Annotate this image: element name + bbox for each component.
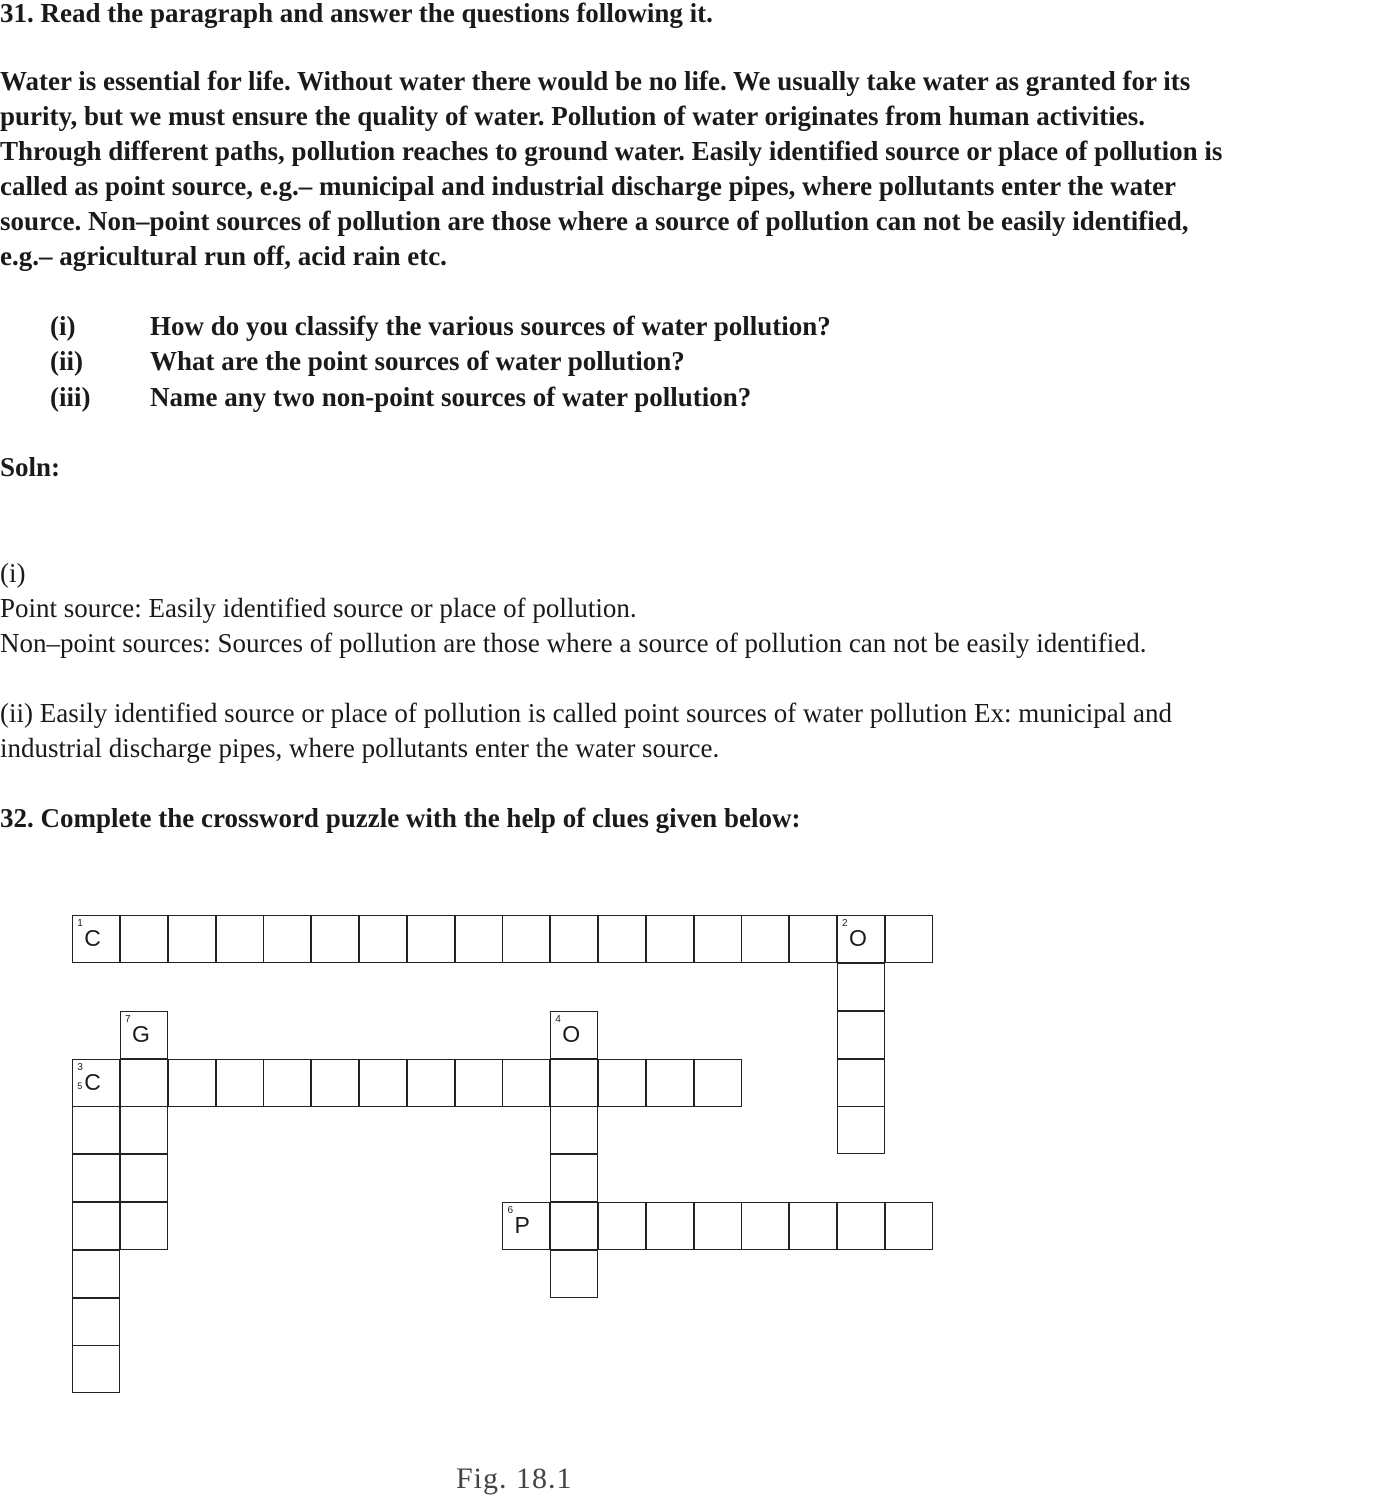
crossword-clue-cell bbox=[72, 1059, 120, 1107]
clue-letter: C bbox=[84, 925, 101, 952]
paragraph-line: source. Non–point sources of pollution are those where a source of pollution can not be easily identified, bbox=[0, 206, 1189, 236]
question-number: (ii) bbox=[50, 346, 83, 376]
crossword-cell bbox=[120, 1059, 168, 1107]
crossword-cell bbox=[694, 1059, 742, 1107]
crossword-cell bbox=[694, 1202, 742, 1250]
crossword-cell bbox=[741, 915, 789, 963]
crossword-cell bbox=[168, 1059, 216, 1107]
crossword-cell bbox=[72, 1154, 120, 1202]
soln-label: Soln: bbox=[0, 452, 61, 482]
crossword-cell bbox=[263, 915, 311, 963]
crossword-cell bbox=[359, 915, 407, 963]
paragraph-line: Water is essential for life. Without water there would be no life. We usually take water as granted for its bbox=[0, 66, 1191, 96]
crossword-cell bbox=[885, 915, 933, 963]
clue-number: 2 bbox=[842, 918, 848, 930]
clue-number: 7 bbox=[125, 1013, 131, 1025]
q32-heading: 32. Complete the crossword puzzle with the help of clues given below: bbox=[0, 803, 801, 833]
crossword-cell bbox=[885, 1202, 933, 1250]
crossword-clue-cell bbox=[120, 1011, 168, 1059]
crossword-cell bbox=[646, 1202, 694, 1250]
question-text: Name any two non-point sources of water pollution? bbox=[150, 382, 752, 412]
paragraph-line: e.g.– agricultural run off, acid rain etc. bbox=[0, 241, 447, 271]
crossword-cell bbox=[72, 1106, 120, 1154]
crossword-cell bbox=[837, 963, 885, 1011]
clue-number: 4 bbox=[555, 1013, 561, 1025]
figure-caption: Fig. 18.1 bbox=[456, 1462, 573, 1495]
crossword-cell bbox=[120, 1202, 168, 1250]
crossword-cell bbox=[120, 1106, 168, 1154]
crossword-cell bbox=[455, 1059, 503, 1107]
crossword-cell bbox=[598, 1202, 646, 1250]
question-number: (i) bbox=[50, 311, 76, 341]
answer-line: Non–point sources: Sources of pollution are those where a source of pollution can not be easily identified. bbox=[0, 628, 1147, 658]
crossword-cell bbox=[216, 1059, 264, 1107]
crossword-cell bbox=[550, 1059, 598, 1107]
crossword-cell bbox=[72, 1345, 120, 1393]
clue-letter: C bbox=[84, 1068, 101, 1095]
crossword-clue-cell bbox=[502, 1202, 550, 1250]
crossword-cell bbox=[455, 915, 503, 963]
clue-number: 6 bbox=[507, 1205, 513, 1217]
crossword-cell bbox=[502, 1059, 550, 1107]
question-text: How do you classify the various sources of water pollution? bbox=[150, 311, 831, 341]
clue-letter: O bbox=[562, 1020, 581, 1047]
answer-line: (i) bbox=[0, 558, 26, 588]
crossword-cell bbox=[550, 915, 598, 963]
crossword-cell bbox=[72, 1250, 120, 1298]
clue-number: 3 bbox=[77, 1061, 83, 1073]
crossword-cell bbox=[837, 1202, 885, 1250]
clue-number-secondary: 5 bbox=[77, 1080, 83, 1091]
crossword-cell bbox=[311, 1059, 359, 1107]
crossword-cell bbox=[837, 1011, 885, 1059]
crossword-clue-cell bbox=[72, 915, 120, 963]
crossword-cell bbox=[550, 1106, 598, 1154]
crossword-cell bbox=[550, 1250, 598, 1298]
crossword-cell bbox=[741, 1202, 789, 1250]
crossword-cell bbox=[407, 1059, 455, 1107]
answer-line: Point source: Easily identified source or place of pollution. bbox=[0, 593, 637, 623]
crossword-cell bbox=[789, 1202, 837, 1250]
crossword-cell bbox=[789, 915, 837, 963]
crossword-cell bbox=[359, 1059, 407, 1107]
crossword-cell bbox=[694, 915, 742, 963]
crossword-cell bbox=[550, 1154, 598, 1202]
crossword-clue-cell bbox=[837, 915, 885, 963]
crossword-cell bbox=[216, 915, 264, 963]
crossword-cell bbox=[311, 915, 359, 963]
crossword-cell bbox=[837, 1059, 885, 1107]
crossword-cell bbox=[263, 1059, 311, 1107]
clue-letter: G bbox=[132, 1020, 150, 1047]
answer-line: industrial discharge pipes, where pollutants enter the water source. bbox=[0, 733, 720, 763]
crossword-cell bbox=[407, 915, 455, 963]
question-text: What are the point sources of water pollution? bbox=[150, 346, 685, 376]
clue-letter: P bbox=[514, 1212, 530, 1239]
paragraph-line: called as point source, e.g.– municipal and industrial discharge pipes, where pollutants enter the water bbox=[0, 171, 1177, 201]
crossword-cell bbox=[72, 1202, 120, 1250]
clue-number: 1 bbox=[77, 918, 83, 930]
crossword-cell bbox=[598, 915, 646, 963]
crossword-cell bbox=[120, 1154, 168, 1202]
crossword-cell bbox=[837, 1106, 885, 1154]
crossword-clue-cell bbox=[550, 1011, 598, 1059]
crossword-cell bbox=[550, 1202, 598, 1250]
answer-line: (ii) Easily identified source or place of pollution is called point sources of water pollution Ex: municipal and bbox=[0, 698, 1172, 728]
paragraph-line: purity, but we must ensure the quality of water. Pollution of water originates from human activities. bbox=[0, 101, 1145, 131]
crossword-cell bbox=[598, 1059, 646, 1107]
crossword-cell bbox=[72, 1298, 120, 1346]
crossword-cell bbox=[646, 1059, 694, 1107]
crossword-cell bbox=[168, 915, 216, 963]
clue-letter: O bbox=[849, 925, 867, 952]
q31-heading: 31. Read the paragraph and answer the questions following it. bbox=[0, 0, 713, 28]
crossword-cell bbox=[646, 915, 694, 963]
crossword-cell bbox=[502, 915, 550, 963]
question-number: (iii) bbox=[50, 382, 91, 412]
paragraph-line: Through different paths, pollution reaches to ground water. Easily identified source or place of pollution is bbox=[0, 136, 1223, 166]
crossword-cell bbox=[120, 915, 168, 963]
